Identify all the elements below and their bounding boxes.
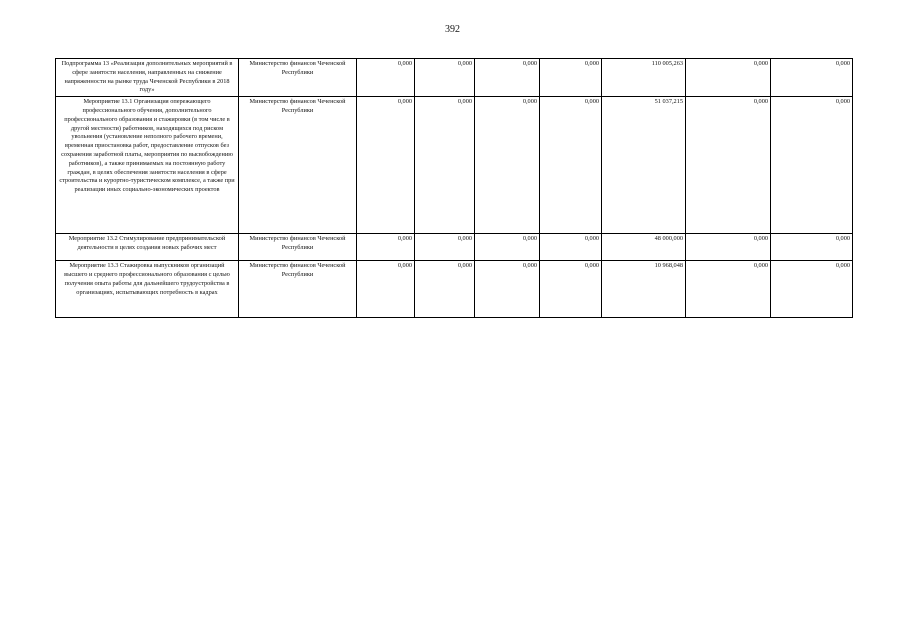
value-cell: 0,000 (540, 97, 602, 234)
row-ministry: Министерство финансов Чеченской Республики (239, 97, 357, 234)
table-row (56, 261, 853, 318)
row-description: Мероприятие 13.1 Организация опережающего профессионального обучения, дополнительного профессионального образования и стажировки (в том числе в другой местности) работников, находящихся под риском увольнения (установление неполного рабочего времени, временная приостановка работ, предоставление отпусков без сохранения заработной платы, мероприятия по высвобождению работников), а также принимаемых на постоянную работу граждан, в целях обеспечения занятости населения в сфере строительства и курортно-туристическом комплексе, а также при реализации иных социально-экономических проектов (56, 97, 239, 234)
value-cell: 0,000 (415, 59, 475, 97)
value-cell: 0,000 (475, 261, 540, 318)
value-cell: 0,000 (771, 97, 853, 234)
value-cell: 51 037,215 (602, 97, 686, 234)
value-cell: 0,000 (357, 261, 415, 318)
value-cell: 0,000 (771, 234, 853, 261)
value-cell: 0,000 (686, 97, 771, 234)
value-cell: 0,000 (540, 261, 602, 318)
row-description: Мероприятие 13.2 Стимулирование предпринимательской деятельности в целях создания новых рабочих мест (56, 234, 239, 261)
row-description: Мероприятие 13.3 Стажировка выпускников организаций высшего и среднего профессионального образования с целью получения опыта работы для дальнейшего трудоустройства в организациях, испытывающих потребность в кадрах (56, 261, 239, 318)
value-cell: 0,000 (686, 261, 771, 318)
row-ministry: Министерство финансов Чеченской Республики (239, 261, 357, 318)
value-cell: 0,000 (475, 97, 540, 234)
value-cell: 0,000 (475, 59, 540, 97)
table-row (56, 59, 853, 97)
value-cell: 10 968,048 (602, 261, 686, 318)
value-cell: 0,000 (415, 234, 475, 261)
value-cell: 110 005,263 (602, 59, 686, 97)
value-cell: 0,000 (357, 97, 415, 234)
value-cell: 0,000 (540, 234, 602, 261)
row-ministry: Министерство финансов Чеченской Республики (239, 59, 357, 97)
value-cell: 0,000 (771, 261, 853, 318)
page-number: 392 (445, 24, 460, 35)
value-cell: 0,000 (686, 59, 771, 97)
value-cell: 0,000 (475, 234, 540, 261)
value-cell: 0,000 (415, 261, 475, 318)
value-cell: 0,000 (686, 234, 771, 261)
value-cell: 0,000 (540, 59, 602, 97)
value-cell: 0,000 (771, 59, 853, 97)
table-row (56, 234, 853, 261)
budget-table (55, 58, 853, 318)
value-cell: 48 000,000 (602, 234, 686, 261)
value-cell: 0,000 (357, 234, 415, 261)
value-cell: 0,000 (357, 59, 415, 97)
value-cell: 0,000 (415, 97, 475, 234)
row-description: Подпрограмма 13 «Реализация дополнительных мероприятий в сфере занятости населения, направленных на снижение напряженности на рынке труда Чеченской Республики в 2018 году» (56, 59, 239, 97)
row-ministry: Министерство финансов Чеченской Республики (239, 234, 357, 261)
table-row (56, 97, 853, 234)
